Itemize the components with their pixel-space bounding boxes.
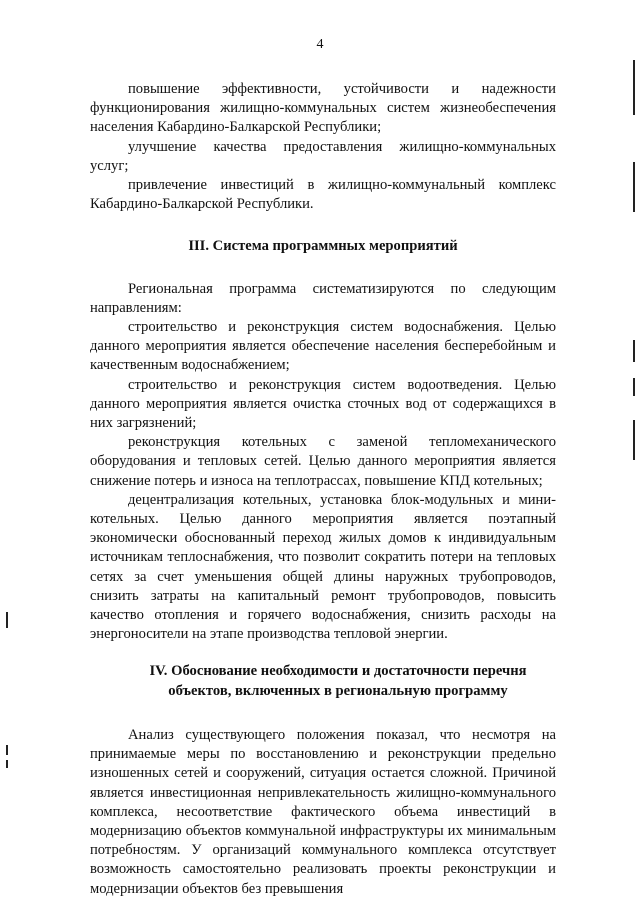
scan-mark-right-top [633,60,635,115]
section-3-paragraph-4: реконструкция котельных с заменой тепломеханического оборудования и тепловых сетей. Целью данного мероприятия является снижение потерь и износа на теплотрассах, повышение КПД котельных; [90,434,556,489]
section-3-paragraph-5: децентрализация котельных, установка блок-модульных и мини-котельных. Целью данного мероприятия является поэтапный экономически обоснованный переход жилых домов к индивидуальным источникам теплоснабжения, что позволит сократить потери на тепловых сетях за счет уменьшения общей длины наружных трубопроводов, снизить затраты на капитальный ремонт трубопроводов, повысить качество отопления и горячего водоснабжения, снизить расходы на энергоносители на этапе производства тепловой энергии. [90,491,556,643]
scan-mark-right-lower [633,378,635,396]
intro-item-2: улучшение качества предоставления жилищно-коммунальных услуг; [90,138,556,174]
scan-mark-left-c [6,760,8,768]
intro-item-1: повышение эффективности, устойчивости и надежности функционирования жилищно-коммунальных систем жизнеобеспечения населения Кабардино-Балкарской Республики; [90,81,556,136]
intro-item-3: привлечение инвестиций в жилищно-коммунальный комплекс Кабардино-Балкарской Республики. [90,177,556,213]
page-number: 4 [316,37,324,52]
section-4-title-line-2: объектов, включенных в региональную программу [168,682,508,699]
section-4-title [90,662,556,700]
scan-mark-right-bottom [633,420,635,460]
section-3-paragraph-1: Региональная программа систематизируются по следующим направлениям: [90,280,556,316]
document-body [90,80,556,899]
scan-mark-right-upper [633,162,635,212]
section-4-paragraph: Анализ существующего положения показал, что несмотря на принимаемые меры по восстановлению и реконструкции предельно изношенных сетей и сооружений, ситуация остается сложной. Причиной является инвестиционная непривлекательность жилищно-коммунального комплекса, несоответствие фактического объема инвестиций в модернизацию объектов коммунальной инфраструктуры их минимальным потребностям. У организаций коммунального комплекса отсутствует возможность самостоятельно реализовать проекты реконструкции и модернизации объектов без превышения [90,726,556,897]
section-4-title-line-1: IV. Обоснование необходимости и достаточности перечня [149,663,527,680]
section-3-paragraph-2: строительство и реконструкция систем водоснабжения. Целью данного мероприятия является обеспечение населения бесперебойным и качественным водоснабжением; [90,319,556,374]
section-3-title: III. Система программных мероприятий [188,238,458,255]
scan-mark-right-middle [633,340,635,362]
scan-mark-left-b [6,745,8,755]
section-3-paragraph-3: строительство и реконструкция систем водоотведения. Целью данного мероприятия является очистка сточных вод от содержащихся в них загрязнений; [90,376,556,432]
scan-mark-left-a [6,612,8,628]
